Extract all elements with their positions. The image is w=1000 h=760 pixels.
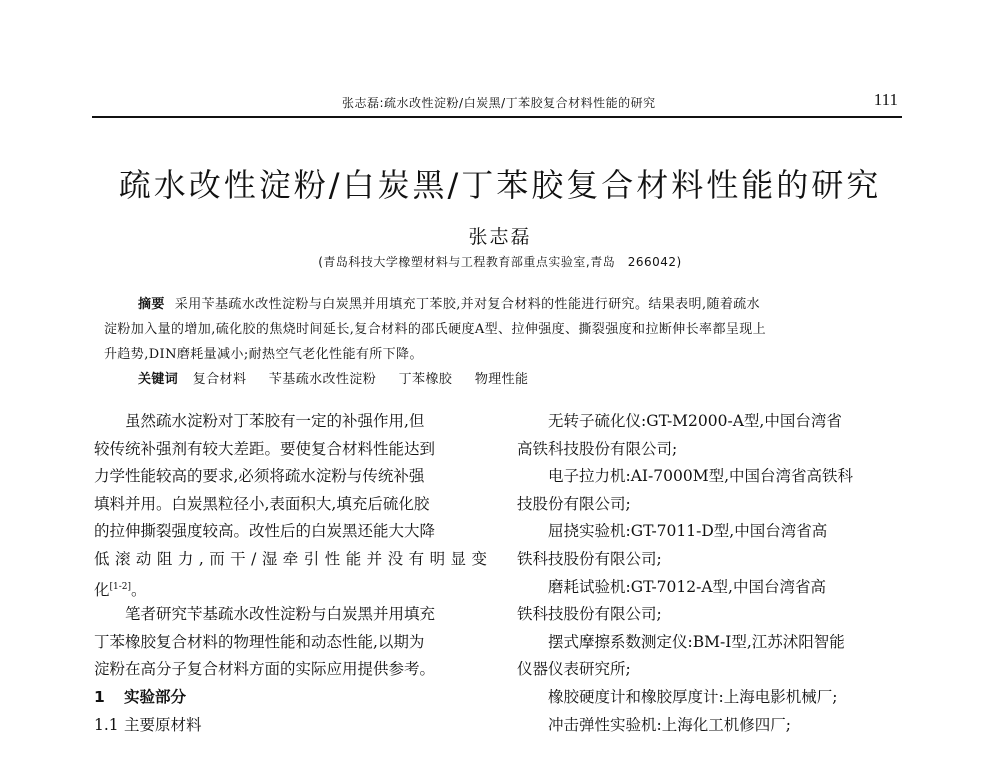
abstract-line bbox=[104, 292, 886, 317]
keyword: 苄基疏水改性淀粉 bbox=[268, 372, 377, 387]
body-line: 笔者研究苄基疏水改性淀粉与白炭黑并用填充 bbox=[125, 605, 436, 624]
author-affiliation: (青岛科技大学橡塑材料与工程教育部重点实验室,青岛 266042) bbox=[318, 255, 682, 269]
body-line: 磨耗试验机:GT-7012-A型,中国台湾省高 bbox=[548, 577, 826, 596]
body-line: 虽然疏水淀粉对丁苯胶有一定的补强作用,但 bbox=[125, 412, 425, 430]
body-line: 填料并用。白炭黑粒径小,表面积大,填充后硫化胶 bbox=[94, 494, 430, 513]
keyword: 丁苯橡胶 bbox=[398, 372, 453, 387]
page-number: 111 bbox=[873, 90, 898, 109]
body-line: 技股份有限公司; bbox=[517, 494, 631, 513]
abstract bbox=[104, 292, 886, 392]
abstract-line: 升趋势,DIN磨耗量减小;耐热空气老化性能有所下降。 bbox=[104, 347, 423, 362]
abstract-line: 淀粉加入量的增加,硫化胶的焦烧时间延长,复合材料的邵氏硬度A型、拉伸强度、撕裂强度和拉断伸长率都呈现上 bbox=[104, 322, 767, 337]
body-line: 较传统补强剂有较大差距。要使复合材料性能达到 bbox=[94, 439, 436, 458]
body-line: 屈挠实验机:GT-7011-D型,中国台湾省高 bbox=[548, 522, 828, 541]
body-line: 仪器仪表研究所; bbox=[517, 660, 631, 679]
abstract-text: 采用苄基疏水改性淀粉与白炭黑并用填充丁苯胶,并对复合材料的性能进行研究。结果表明,随着疏水 bbox=[174, 297, 761, 312]
body-line: 电子拉力机:AI-7000M型,中国台湾省高铁科 bbox=[548, 467, 854, 486]
keywords-label: 关键词 bbox=[138, 372, 179, 387]
section-number: 1 bbox=[94, 687, 105, 706]
body-line: 高铁科技股份有限公司; bbox=[517, 439, 678, 458]
keyword: 复合材料 bbox=[192, 372, 247, 387]
body-text: 化 bbox=[94, 580, 110, 599]
body-line: 淀粉在高分子复合材料方面的实际应用提供参考。 bbox=[94, 660, 436, 679]
subsection-heading bbox=[94, 712, 487, 740]
citation-ref: [1-2] bbox=[109, 581, 132, 592]
author-name: 张志磊 bbox=[468, 226, 532, 248]
running-header bbox=[92, 92, 902, 118]
body-line: 力学性能较高的要求,必须将疏水淀粉与传统补强 bbox=[94, 467, 425, 486]
body-line: 冲击弹性实验机:上海化工机修四厂; bbox=[548, 715, 791, 734]
abstract-label: 摘要 bbox=[138, 297, 165, 312]
left-column bbox=[94, 408, 487, 739]
body-line: 无转子硫化仪:GT-M2000-A型,中国台湾省 bbox=[548, 412, 842, 430]
running-title: 张志磊:疏水改性淀粉/白炭黑/丁苯胶复合材料性能的研究 bbox=[342, 96, 656, 110]
body-line: 丁苯橡胶复合材料的物理性能和动态性能,以期为 bbox=[94, 632, 425, 651]
section-heading bbox=[94, 684, 487, 712]
body-line: 摆式摩擦系数测定仪:BM-Ⅰ型,江苏沭阳智能 bbox=[548, 632, 845, 651]
keyword: 物理性能 bbox=[474, 372, 529, 387]
right-column bbox=[517, 408, 912, 739]
keywords bbox=[104, 367, 886, 392]
article-title: 疏水改性淀粉/白炭黑/丁苯胶复合材料性能的研究 bbox=[118, 166, 882, 204]
body-line bbox=[94, 574, 487, 602]
subsection-number: 1.1 bbox=[94, 715, 119, 734]
body-line: 橡胶硬度计和橡胶厚度计:上海电影机械厂; bbox=[548, 687, 838, 706]
body-line: 的拉伸撕裂强度较高。改性后的白炭黑还能大大降 bbox=[94, 522, 436, 541]
body-text: 。 bbox=[131, 580, 147, 599]
body-line: 低滚动阻力,而干/湿牵引性能并没有明显变 bbox=[94, 549, 487, 568]
body-line: 铁科技股份有限公司; bbox=[517, 605, 662, 624]
section-title: 实验部分 bbox=[124, 687, 187, 706]
subsection-title: 主要原材料 bbox=[124, 715, 202, 734]
body-line: 铁科技股份有限公司; bbox=[517, 549, 662, 568]
